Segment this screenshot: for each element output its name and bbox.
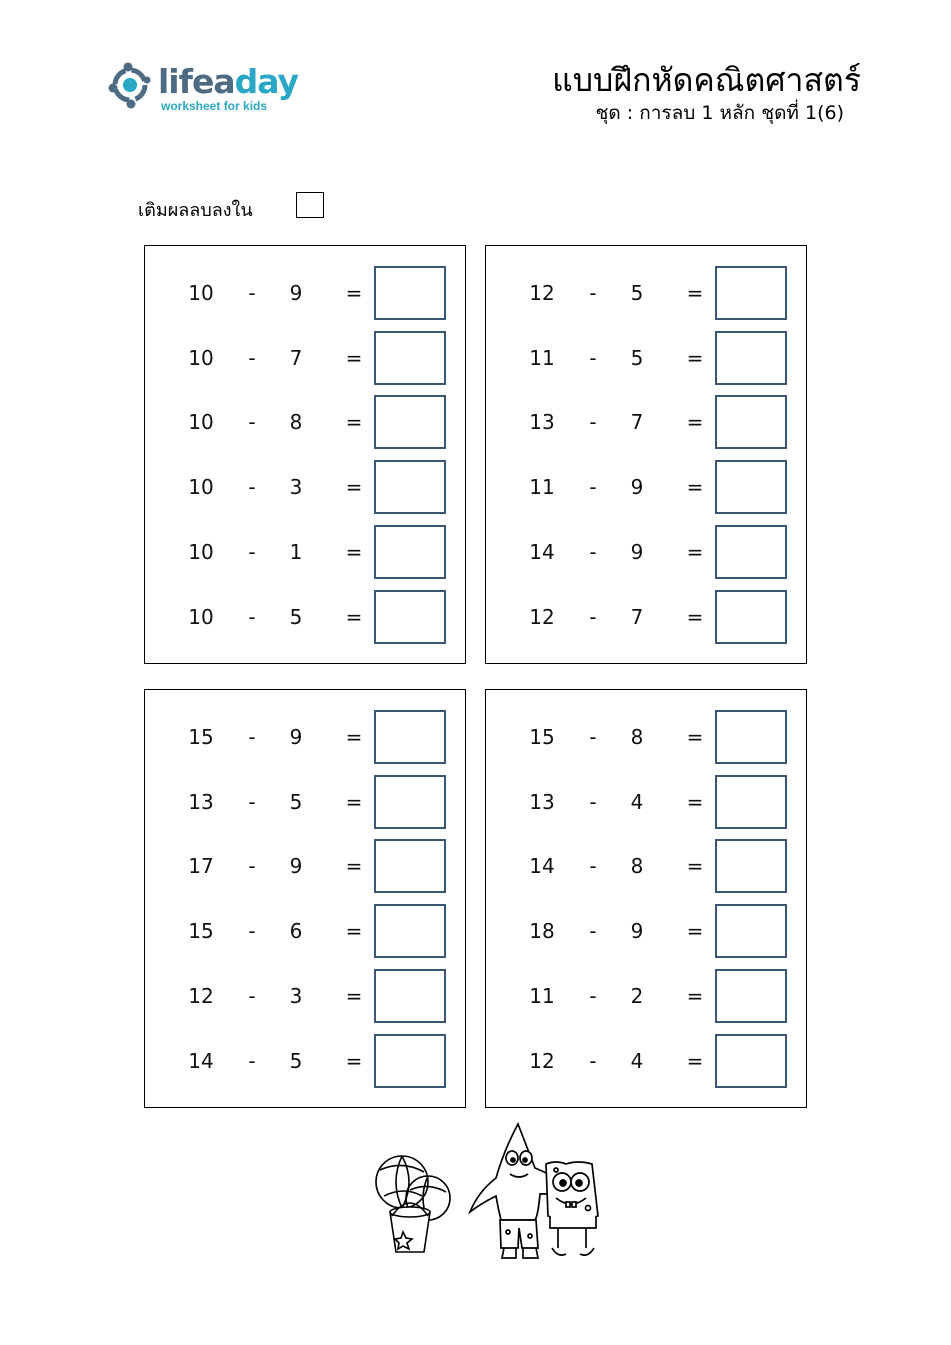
minuend: 17	[188, 854, 214, 879]
minus-sign: -	[589, 919, 597, 944]
subtrahend: 3	[289, 983, 303, 1008]
answer-box[interactable]	[715, 395, 787, 449]
exercise-row	[145, 524, 465, 580]
equals-sign: =	[686, 919, 704, 944]
instruction-example-box	[296, 192, 324, 218]
answer-box[interactable]	[374, 904, 446, 958]
equals-sign: =	[686, 725, 704, 749]
minus-sign: -	[248, 475, 256, 500]
answer-box[interactable]	[715, 266, 787, 320]
equals-sign: =	[686, 854, 704, 879]
minus-sign: -	[248, 1048, 256, 1073]
subtrahend: 7	[289, 345, 303, 370]
exercise-row	[486, 330, 806, 386]
minus-sign: -	[248, 983, 256, 1008]
minuend: 14	[529, 539, 555, 564]
minus-sign: -	[589, 725, 597, 749]
equals-sign: =	[345, 345, 363, 370]
lifeaday-logo-icon	[108, 60, 156, 116]
equals-sign: =	[686, 789, 704, 814]
exercise-row	[486, 589, 806, 645]
exercise-row	[145, 774, 465, 830]
minus-sign: -	[589, 789, 597, 814]
logo-tagline: worksheet for kids	[161, 99, 268, 113]
equals-sign: =	[686, 345, 704, 370]
minuend: 10	[188, 604, 214, 629]
minuend: 11	[529, 345, 555, 370]
minus-sign: -	[589, 410, 597, 435]
equals-sign: =	[345, 789, 363, 814]
minuend: 13	[529, 410, 555, 435]
answer-box[interactable]	[715, 904, 787, 958]
minuend: 12	[529, 604, 555, 629]
equals-sign: =	[345, 919, 363, 944]
exercise-row	[486, 968, 806, 1024]
equals-sign: =	[686, 539, 704, 564]
exercise-row	[486, 265, 806, 321]
answer-box[interactable]	[715, 590, 787, 644]
equals-sign: =	[345, 1048, 363, 1073]
equals-sign: =	[686, 1048, 704, 1073]
minus-sign: -	[589, 281, 597, 305]
answer-box[interactable]	[374, 525, 446, 579]
minus-sign: -	[248, 854, 256, 879]
subtrahend: 8	[630, 854, 644, 879]
answer-box[interactable]	[374, 266, 446, 320]
subtrahend: 4	[630, 789, 644, 814]
minus-sign: -	[589, 1048, 597, 1073]
minuend: 15	[529, 725, 555, 749]
exercise-panel-3	[144, 689, 466, 1108]
page-title: แบบฝึกหัดคณิตศาสตร์	[552, 61, 861, 99]
exercise-row	[145, 394, 465, 450]
equals-sign: =	[345, 475, 363, 500]
subtrahend: 1	[289, 539, 303, 564]
minuend: 10	[188, 345, 214, 370]
minus-sign: -	[248, 604, 256, 629]
equals-sign: =	[686, 604, 704, 629]
minuend: 10	[188, 410, 214, 435]
minuend: 12	[529, 1048, 555, 1073]
minuend: 15	[188, 725, 214, 749]
equals-sign: =	[345, 604, 363, 629]
minuend: 15	[188, 919, 214, 944]
subtrahend: 8	[289, 410, 303, 435]
subtrahend: 7	[630, 604, 644, 629]
equals-sign: =	[345, 410, 363, 435]
exercise-panel-1	[144, 245, 466, 664]
minuend: 12	[529, 281, 555, 305]
equals-sign: =	[686, 983, 704, 1008]
exercise-panel-2	[485, 245, 807, 664]
equals-sign: =	[345, 281, 363, 305]
minus-sign: -	[589, 539, 597, 564]
minuend: 11	[529, 475, 555, 500]
equals-sign: =	[345, 725, 363, 749]
exercise-row	[145, 459, 465, 515]
answer-box[interactable]	[374, 775, 446, 829]
answer-box[interactable]	[715, 710, 787, 764]
logo	[108, 60, 308, 120]
minus-sign: -	[248, 789, 256, 814]
minus-sign: -	[589, 475, 597, 500]
subtrahend: 9	[630, 475, 644, 500]
equals-sign: =	[345, 983, 363, 1008]
exercise-row	[145, 968, 465, 1024]
subtrahend: 5	[289, 604, 303, 629]
exercise-row	[145, 903, 465, 959]
minus-sign: -	[589, 604, 597, 629]
answer-box[interactable]	[374, 460, 446, 514]
answer-box[interactable]	[374, 1034, 446, 1088]
subtrahend: 5	[630, 345, 644, 370]
minuend: 11	[529, 983, 555, 1008]
exercise-row	[486, 394, 806, 450]
page-subtitle: ชุด : การลบ 1 หลัก ชุดที่ 1(6)	[595, 102, 844, 124]
minus-sign: -	[248, 725, 256, 749]
equals-sign: =	[345, 854, 363, 879]
logo-wordmark: lifeaday	[158, 62, 299, 101]
subtrahend: 5	[630, 281, 644, 305]
equals-sign: =	[686, 410, 704, 435]
exercise-row	[486, 774, 806, 830]
minus-sign: -	[248, 410, 256, 435]
exercise-row	[486, 709, 806, 765]
subtrahend: 7	[630, 410, 644, 435]
subtrahend: 9	[289, 725, 303, 749]
exercise-row	[145, 709, 465, 765]
minus-sign: -	[248, 919, 256, 944]
equals-sign: =	[686, 475, 704, 500]
exercise-row	[486, 459, 806, 515]
subtrahend: 3	[289, 475, 303, 500]
minus-sign: -	[589, 345, 597, 370]
minus-sign: -	[589, 983, 597, 1008]
minuend: 10	[188, 281, 214, 305]
minus-sign: -	[248, 539, 256, 564]
minuend: 12	[188, 983, 214, 1008]
answer-box[interactable]	[715, 331, 787, 385]
answer-box[interactable]	[374, 590, 446, 644]
answer-box[interactable]	[715, 1034, 787, 1088]
answer-box[interactable]	[715, 839, 787, 893]
minus-sign: -	[589, 854, 597, 879]
minus-sign: -	[248, 281, 256, 305]
minuend: 14	[529, 854, 555, 879]
answer-box[interactable]	[374, 331, 446, 385]
answer-box[interactable]	[715, 460, 787, 514]
exercise-row	[486, 524, 806, 580]
answer-box[interactable]	[374, 839, 446, 893]
sponge-character-icon	[546, 1162, 598, 1255]
exercise-row	[145, 838, 465, 894]
subtrahend: 6	[289, 919, 303, 944]
exercise-panel-4	[485, 689, 807, 1108]
answer-box[interactable]	[374, 969, 446, 1023]
equals-sign: =	[686, 281, 704, 305]
subtrahend: 9	[289, 281, 303, 305]
minuend: 13	[188, 789, 214, 814]
exercise-row	[145, 330, 465, 386]
answer-box[interactable]	[374, 710, 446, 764]
exercise-row	[486, 1033, 806, 1089]
cartoon-clipart	[370, 1120, 610, 1265]
answer-box[interactable]	[715, 525, 787, 579]
instruction-text: เติมผลลบลงใน	[138, 200, 253, 221]
exercise-row	[145, 589, 465, 645]
subtrahend: 5	[289, 1048, 303, 1073]
subtrahend: 9	[630, 919, 644, 944]
exercise-row	[145, 265, 465, 321]
subtrahend: 5	[289, 789, 303, 814]
answer-box[interactable]	[715, 775, 787, 829]
minuend: 10	[188, 539, 214, 564]
subtrahend: 8	[630, 725, 644, 749]
exercise-row	[486, 838, 806, 894]
minuend: 14	[188, 1048, 214, 1073]
minuend: 13	[529, 789, 555, 814]
equals-sign: =	[345, 539, 363, 564]
exercise-row	[145, 1033, 465, 1089]
bucket-icon	[390, 1203, 430, 1252]
subtrahend: 9	[630, 539, 644, 564]
minuend: 18	[529, 919, 555, 944]
exercise-row	[486, 903, 806, 959]
minus-sign: -	[248, 345, 256, 370]
answer-box[interactable]	[715, 969, 787, 1023]
subtrahend: 2	[630, 983, 644, 1008]
answer-box[interactable]	[374, 395, 446, 449]
minuend: 10	[188, 475, 214, 500]
subtrahend: 9	[289, 854, 303, 879]
subtrahend: 4	[630, 1048, 644, 1073]
